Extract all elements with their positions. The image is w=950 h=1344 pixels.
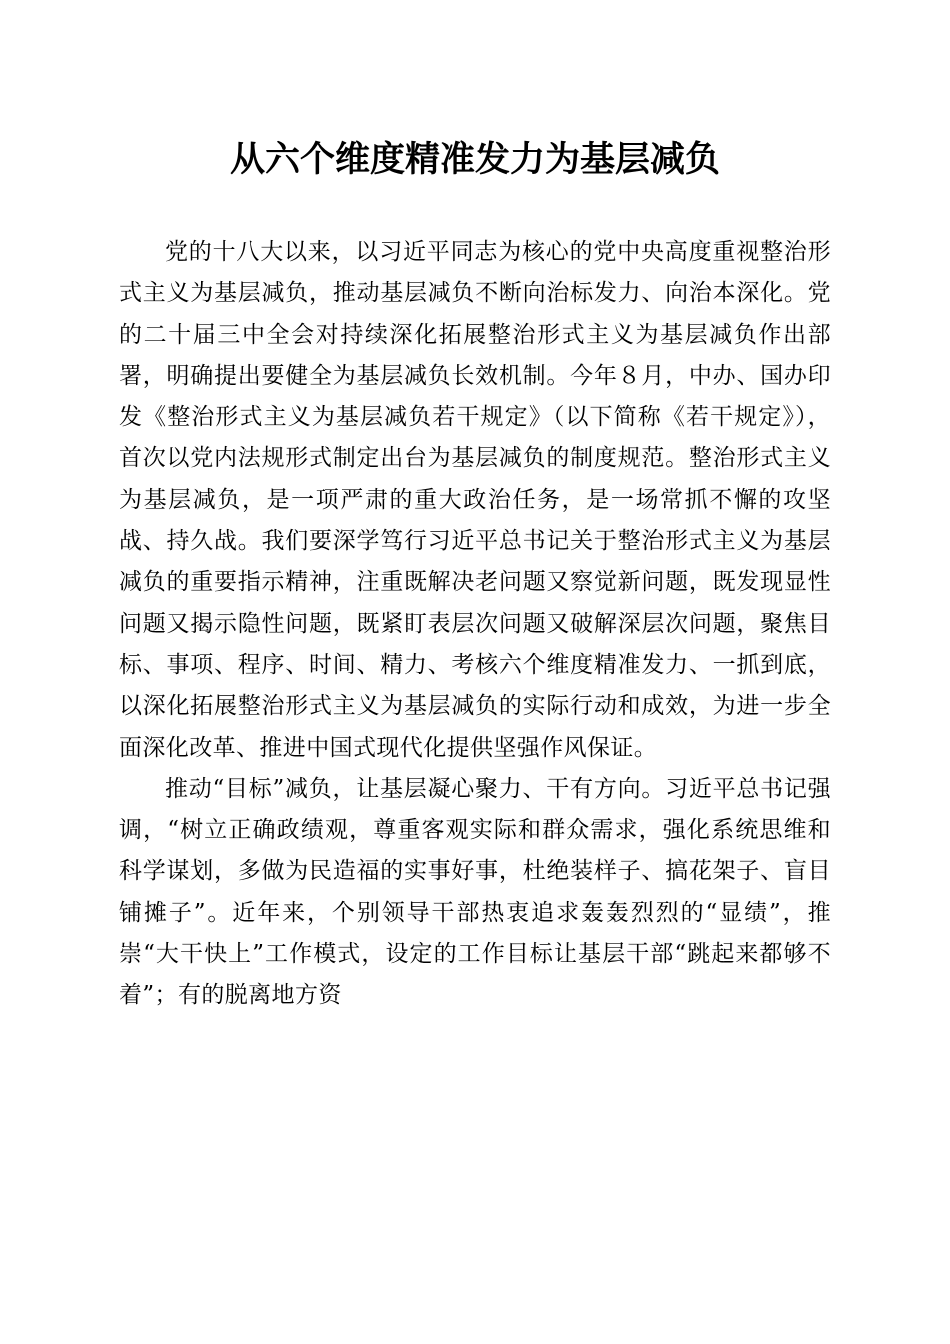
paragraph-intro: 党的十八大以来，以习近平同志为核心的党中央高度重视整治形式主义为基层减负，推动基层减负不断向治标发力、向治本深化。党的二十届三中全会对持续深化拓展整治形式主义为基层减负作出部署，明确提出要健全为基层减负长效机制。今年８月，中办、国办印发《整治形式主义为基层减负若干规定》（以下简称《若干规定》），首次以党内法规形式制定出台为基层减负的制度规范。整治形式主义为基层减负，是一项严肃的重大政治任务，是一场常抓不懈的攻坚战、持久战。我们要深学笃行习近平总书记关于整治形式主义为基层减负的重要指示精神，注重既解决老问题又察觉新问题，既发现显性问题又揭示隐性问题，既紧盯表层次问题又破解深层次问题，聚焦目标、事项、程序、时间、精力、考核六个维度精准发力、一抓到底，以深化拓展整治形式主义为基层减负的实际行动和成效，为进一步全面深化改革、推进中国式现代化提供坚强作风保证。 bbox=[119, 239, 831, 761]
paragraph-goal-burden-reduction: 推动“目标”减负，让基层凝心聚力、干有方向。习近平总书记强调，“树立正确政绩观，尊重客观实际和群众需求，强化系统思维和科学谋划，多做为民造福的实事好事，杜绝装样子、搞花架子、盲目铺摊子”。近年来，个别领导干部热衷追求轰轰烈烈的“显绩”，推崇“大干快上”工作模式，设定的工作目标让基层干部“跳起来都够不着”；有的脱离地方资 bbox=[119, 775, 831, 1009]
document-title: 从六个维度精准发力为基层减负 bbox=[229, 139, 720, 180]
document-body bbox=[119, 232, 831, 1017]
